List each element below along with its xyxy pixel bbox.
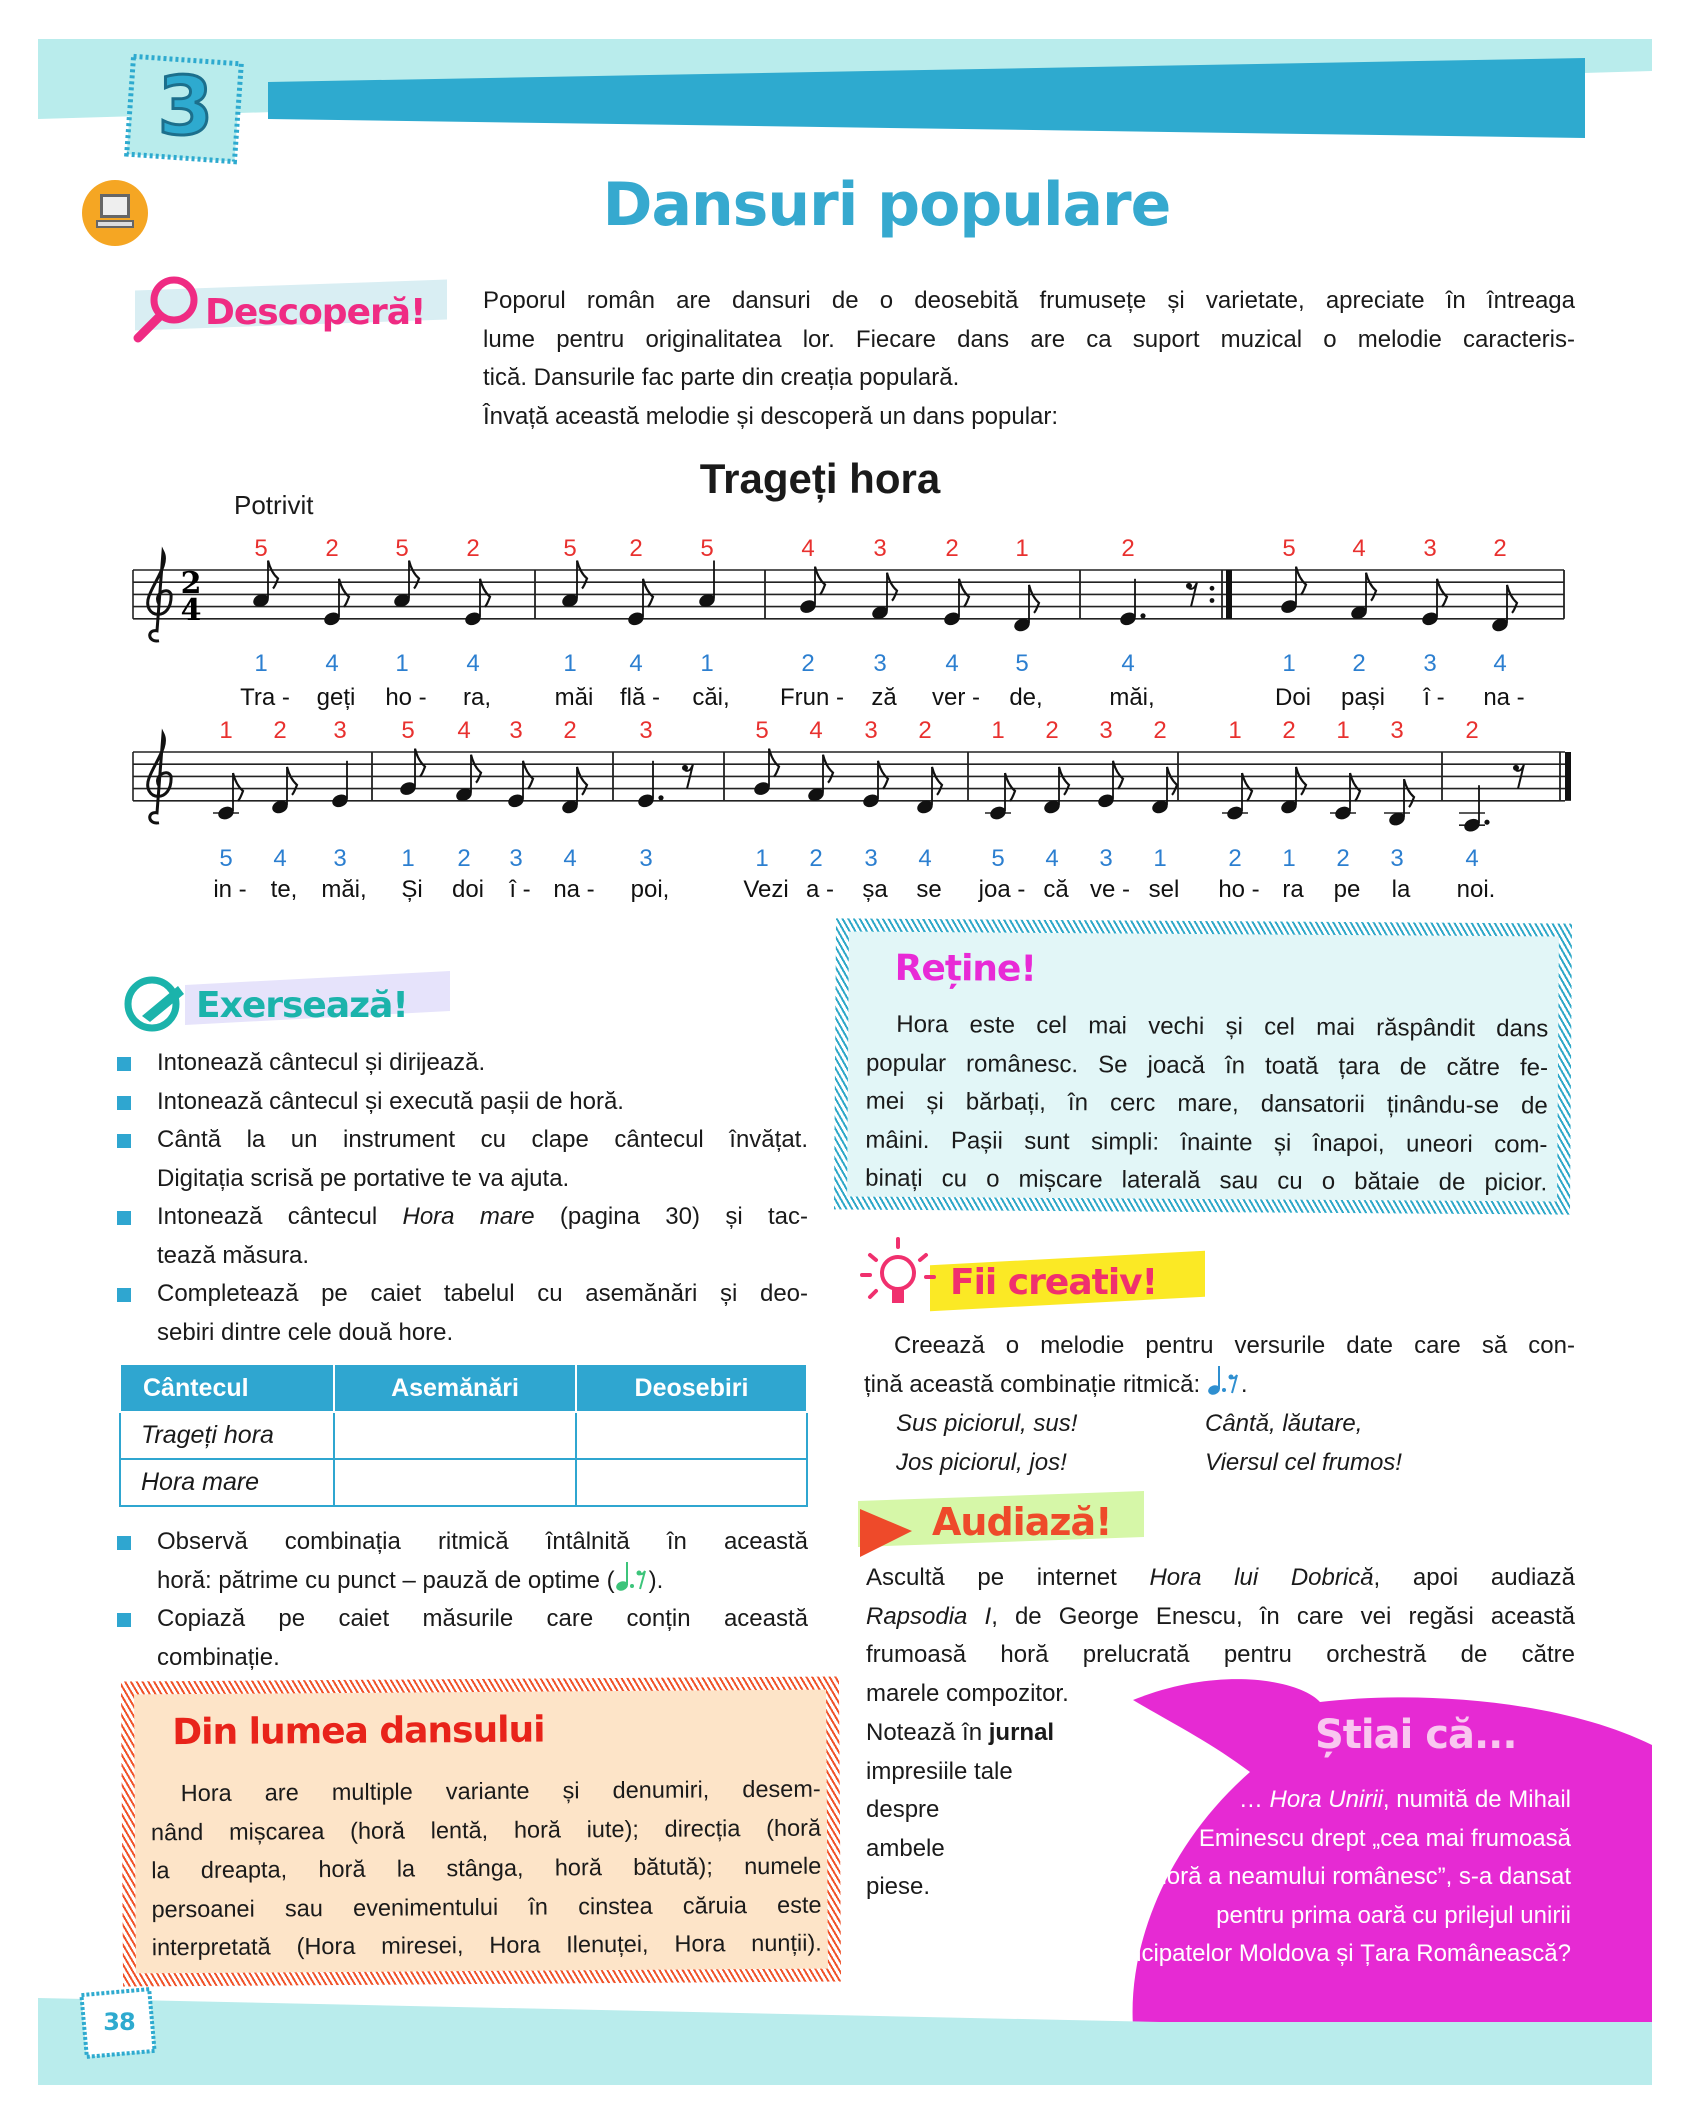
lyric-syllable: ve - [1089,876,1131,903]
descopera-label: Descoperă! [205,292,426,333]
lyric-syllable: ho - [1218,876,1260,903]
text-line [866,1714,1096,1753]
lyric-syllable: a - [805,876,835,903]
right-hand-fingering: 1 [219,717,233,744]
left-hand-fingering: 4 [1045,845,1059,872]
right-hand-fingering: 2 [629,535,643,562]
left-hand-fingering: 2 [1352,650,1366,677]
right-hand-fingering: 4 [809,717,823,744]
text-line: binați cu o mișcare laterală sau cu o bătaie de picior. [865,1164,1548,1197]
right-hand-fingering: 5 [395,535,409,562]
text-line: lume pentru originalitatea lor. Fiecare dans are ca suport muzical o melodie caracteris- [483,325,1575,353]
poem-line: Cântă, lăutare, [1205,1410,1363,1437]
right-hand-fingering: 5 [254,535,268,562]
text-segment: Rapsodia I [866,1602,992,1630]
stiai-ca-title: Știai că... [1315,1712,1517,1758]
poem-line: Viersul cel frumos! [1205,1448,1402,1476]
left-hand-fingering: 4 [273,845,287,872]
lyric-syllable: ra, [462,684,492,711]
left-hand-fingering: 3 [1099,845,1113,872]
left-hand-fingering: 4 [1493,650,1507,677]
lyric-syllable: măi, [1109,684,1155,711]
right-hand-fingering: 3 [333,717,347,744]
text-line: popular românesc. Se joacă în toată țara de către fe- [865,1049,1549,1081]
lyric-syllable: de, [1009,684,1043,711]
text-line: Copiază pe caiet măsurile care conțin această [157,1605,808,1632]
text-line: marele compozitor. [866,1679,1069,1707]
text-line: ambele [866,1834,945,1862]
text-line: Hora are multiple variante și denumiri, desem- [180,1775,821,1807]
text-segment: , numită de Mihail [1382,1786,1571,1813]
right-hand-fingering: 3 [1390,717,1404,744]
lyric-syllable: Și [401,876,423,903]
lyric-syllable: noi. [1456,876,1496,903]
page-title: Dansuri populare [602,170,1171,240]
lyric-syllable: Frun - [779,684,845,711]
right-hand-fingering: 1 [1015,535,1029,562]
lyric-syllable: î - [1423,684,1445,711]
text-segment: Hora lui Dobrică [1149,1564,1374,1591]
left-hand-fingering: 4 [1121,650,1135,677]
text-line: Eminescu drept „cea mai frumoasă [1198,1824,1571,1852]
text-segment: Hora mare [402,1203,535,1230]
text-line: Învață această melodie și descoperă un dans popular: [483,402,1059,430]
footer-band [0,1980,1693,2090]
left-hand-fingering: 1 [755,845,769,872]
left-hand-fingering: 1 [700,650,714,677]
text-line: sebiri dintre cele două hore. [157,1318,454,1346]
text-segment: Hora Unirii [1269,1786,1383,1813]
lyric-syllable: se [916,876,942,903]
left-hand-fingering: 1 [1153,845,1167,872]
text-line: combinație. [157,1643,280,1671]
left-hand-fingering: 1 [1282,650,1296,677]
lyric-syllable: sel [1148,876,1180,903]
right-hand-fingering: 2 [1045,717,1059,744]
text-segment: Intonează cântecul [157,1203,403,1230]
song-title: Trageți hora [699,455,941,502]
lyric-syllable: na - [553,876,595,903]
text-segment: horă: pătrime cu punct – pauză de optime ( [157,1566,615,1594]
right-hand-fingering: 2 [1465,717,1479,744]
left-hand-fingering: 2 [1336,845,1350,872]
table-cell: Trageți hora [120,1412,334,1459]
text-line: la dreapta, horă la stânga, horă bătută); numele [151,1852,822,1884]
lyric-syllable: geți [316,684,356,711]
page-number: 38 [103,2008,135,2036]
left-hand-fingering: 1 [254,650,268,677]
right-hand-fingering: 4 [1352,535,1366,562]
retine-title: Reține! [894,947,1036,990]
text-line: Cântă la un instrument cu clape cântecul învățat. [157,1126,808,1153]
lyric-syllable: na - [1483,684,1525,711]
left-hand-fingering: 4 [325,650,339,677]
left-hand-fingering: 2 [457,845,471,872]
lyric-syllable: măi [554,684,594,711]
left-hand-fingering: 3 [509,845,523,872]
text-line: horă a neamului românesc”, s-a dansat [1153,1863,1571,1890]
lyric-syllable: Tra - [240,684,290,711]
right-hand-fingering: 3 [864,717,878,744]
text-segment: jurnal [988,1719,1055,1746]
lyric-syllable: ză [871,684,897,711]
text-line: persoanei sau evenimentului în cinstea căruia este [151,1891,822,1922]
right-hand-fingering: 1 [1228,717,1242,744]
din-lumea-title: Din lumea dansului [172,1709,545,1754]
text-line: principatelor Moldova și Țara Românească? [1101,1940,1571,1967]
left-hand-fingering: 4 [945,650,959,677]
right-hand-fingering: 3 [873,535,887,562]
text-line: Digitația scrisă pe portative te va ajuta. [157,1164,570,1192]
left-hand-fingering: 1 [401,845,415,872]
time-signature-top: 2 [180,566,202,601]
text-line: frumoasă horă prelucrată pentru orchestră de către [866,1641,1575,1668]
text-line: mâini. Pașii sunt simpli: înainte și înapoi, uneori com- [865,1126,1548,1158]
right-hand-fingering: 5 [563,535,577,562]
right-hand-fingering: 2 [1282,717,1296,744]
text-line [990,1781,1571,1820]
text-line: Hora este cel mai vechi și cel mai răspândit dans [896,1010,1549,1043]
left-hand-fingering: 3 [333,845,347,872]
left-hand-fingering: 5 [219,845,233,872]
right-hand-fingering: 1 [991,717,1005,744]
lyric-syllable: căi, [692,684,730,711]
right-hand-fingering: 2 [918,717,932,744]
lyric-syllable: Doi [1274,684,1312,711]
right-hand-fingering: 4 [457,717,471,744]
text-line: impresiile tale [866,1757,1013,1785]
left-hand-fingering: 5 [991,845,1005,872]
text-line: interpretată (Hora miresei, Hora Ilenuței, Hora nunții). [151,1929,822,1961]
right-hand-fingering: 5 [755,717,769,744]
text-line: tează măsura. [157,1241,310,1269]
poem-line: Jos piciorul, jos! [896,1448,1067,1476]
text-line: Creează o melodie pentru versurile date care să con- [894,1332,1575,1359]
text-line: mei și bărbați, în cerc mare, dansatorii ținându-se de [865,1087,1548,1120]
left-hand-fingering: 3 [1390,845,1404,872]
lyric-syllable: ho - [385,684,427,711]
text-segment: … [1238,1786,1270,1813]
lyric-syllable: î - [509,876,531,903]
column-header: Asemănări [334,1365,576,1412]
right-hand-fingering: 3 [1099,717,1113,744]
lyric-syllable: Vezi [743,876,789,903]
text-line: despre [866,1796,940,1823]
left-hand-fingering: 3 [873,650,887,677]
text-line: tică. Dansurile fac parte din creația populară. [483,364,960,391]
right-hand-fingering: 2 [945,535,959,562]
left-hand-fingering: 4 [563,845,577,872]
text-line: Observă combinația ritmică întâlnită în această [157,1528,808,1555]
left-hand-fingering: 3 [639,845,653,872]
right-hand-fingering: 3 [639,717,653,744]
right-hand-fingering: 2 [325,535,339,562]
text-segment: Ascultă pe internet [866,1564,1150,1591]
fii-creativ-label: Fii creativ! [950,1262,1158,1303]
text-line: Intonează cântecul și dirijează. [157,1049,486,1076]
lyric-syllable: măi, [321,876,367,903]
right-hand-fingering: 2 [466,535,480,562]
left-hand-fingering: 1 [395,650,409,677]
chapter-number: 3 [157,60,213,153]
right-hand-fingering: 5 [401,717,415,744]
table-cell: Hora mare [120,1459,334,1506]
text-segment: , de George Enescu, în care vei regăsi această [991,1602,1575,1630]
right-hand-fingering: 2 [1493,535,1507,562]
lyric-syllable: pași [1340,684,1386,711]
text-segment: , apoi audiază [1373,1564,1576,1591]
right-hand-fingering: 4 [801,535,815,562]
text-line: Intonează cântecul și execută pașii de horă. [157,1087,624,1115]
right-hand-fingering: 2 [1121,535,1135,562]
text-line: piese. [866,1873,931,1900]
text-line: Poporul român are dansuri de o deosebită frumusețe și varietate, apreciate în întreaga [483,287,1575,314]
lyric-syllable: in - [213,876,247,903]
left-hand-fingering: 2 [801,650,815,677]
lyric-syllable: că [1043,876,1069,903]
lyric-syllable: te, [270,876,298,903]
left-hand-fingering: 1 [563,650,577,677]
exerseaza-label: Exersează! [196,985,408,1026]
lyric-syllable: la [1391,876,1411,903]
stiai-ca-text [990,1781,1571,1974]
audiaza-label: Audiază! [932,1500,1112,1544]
text-segment: țină această combinație ritmică: [864,1370,1207,1398]
lyric-syllable: șa [862,876,888,903]
left-hand-fingering: 4 [918,845,932,872]
column-header: Cântecul [120,1365,334,1412]
right-hand-fingering: 5 [1282,535,1296,562]
left-hand-fingering: 3 [1423,650,1437,677]
left-hand-fingering: 2 [1228,845,1242,872]
time-signature-bottom: 4 [180,592,202,628]
lyric-syllable: poi, [630,876,670,903]
text-line: pentru prima oară cu prilejul unirii [1216,1901,1571,1929]
column-header: Deosebiri [576,1365,807,1412]
left-hand-fingering: 4 [1465,845,1479,872]
left-hand-fingering: 2 [809,845,823,872]
right-hand-fingering: 2 [1153,717,1167,744]
lyric-syllable: joa - [978,876,1026,903]
lyric-syllable: ver - [932,684,980,711]
left-hand-fingering: 4 [629,650,643,677]
poem-line: Sus piciorul, sus! [896,1410,1078,1437]
text-line: Completează pe caiet tabelul cu asemănări și deo- [157,1280,808,1307]
left-hand-fingering: 3 [864,845,878,872]
lyric-syllable: pe [1333,876,1361,903]
text-segment: ). [648,1566,664,1594]
text-line: nând mișcarea (horă lentă, horă iute); direcția (horă [150,1814,822,1845]
right-hand-fingering: 5 [700,535,714,562]
text-segment: (pagina 30) și tac- [534,1203,808,1230]
right-hand-fingering: 2 [273,717,287,744]
tempo-marking: Potrivit [234,490,314,520]
text-segment: Notează în [866,1719,989,1746]
lyric-syllable: doi [451,876,485,903]
lyric-syllable: ra [1282,876,1304,903]
left-hand-fingering: 4 [466,650,480,677]
right-hand-fingering: 3 [509,717,523,744]
text-segment: . [1240,1370,1248,1398]
right-hand-fingering: 3 [1423,535,1437,562]
left-hand-fingering: 5 [1015,650,1029,677]
right-hand-fingering: 2 [563,717,577,744]
lyric-syllable: flă - [619,684,661,711]
right-hand-fingering: 1 [1336,717,1350,744]
left-hand-fingering: 1 [1282,845,1296,872]
